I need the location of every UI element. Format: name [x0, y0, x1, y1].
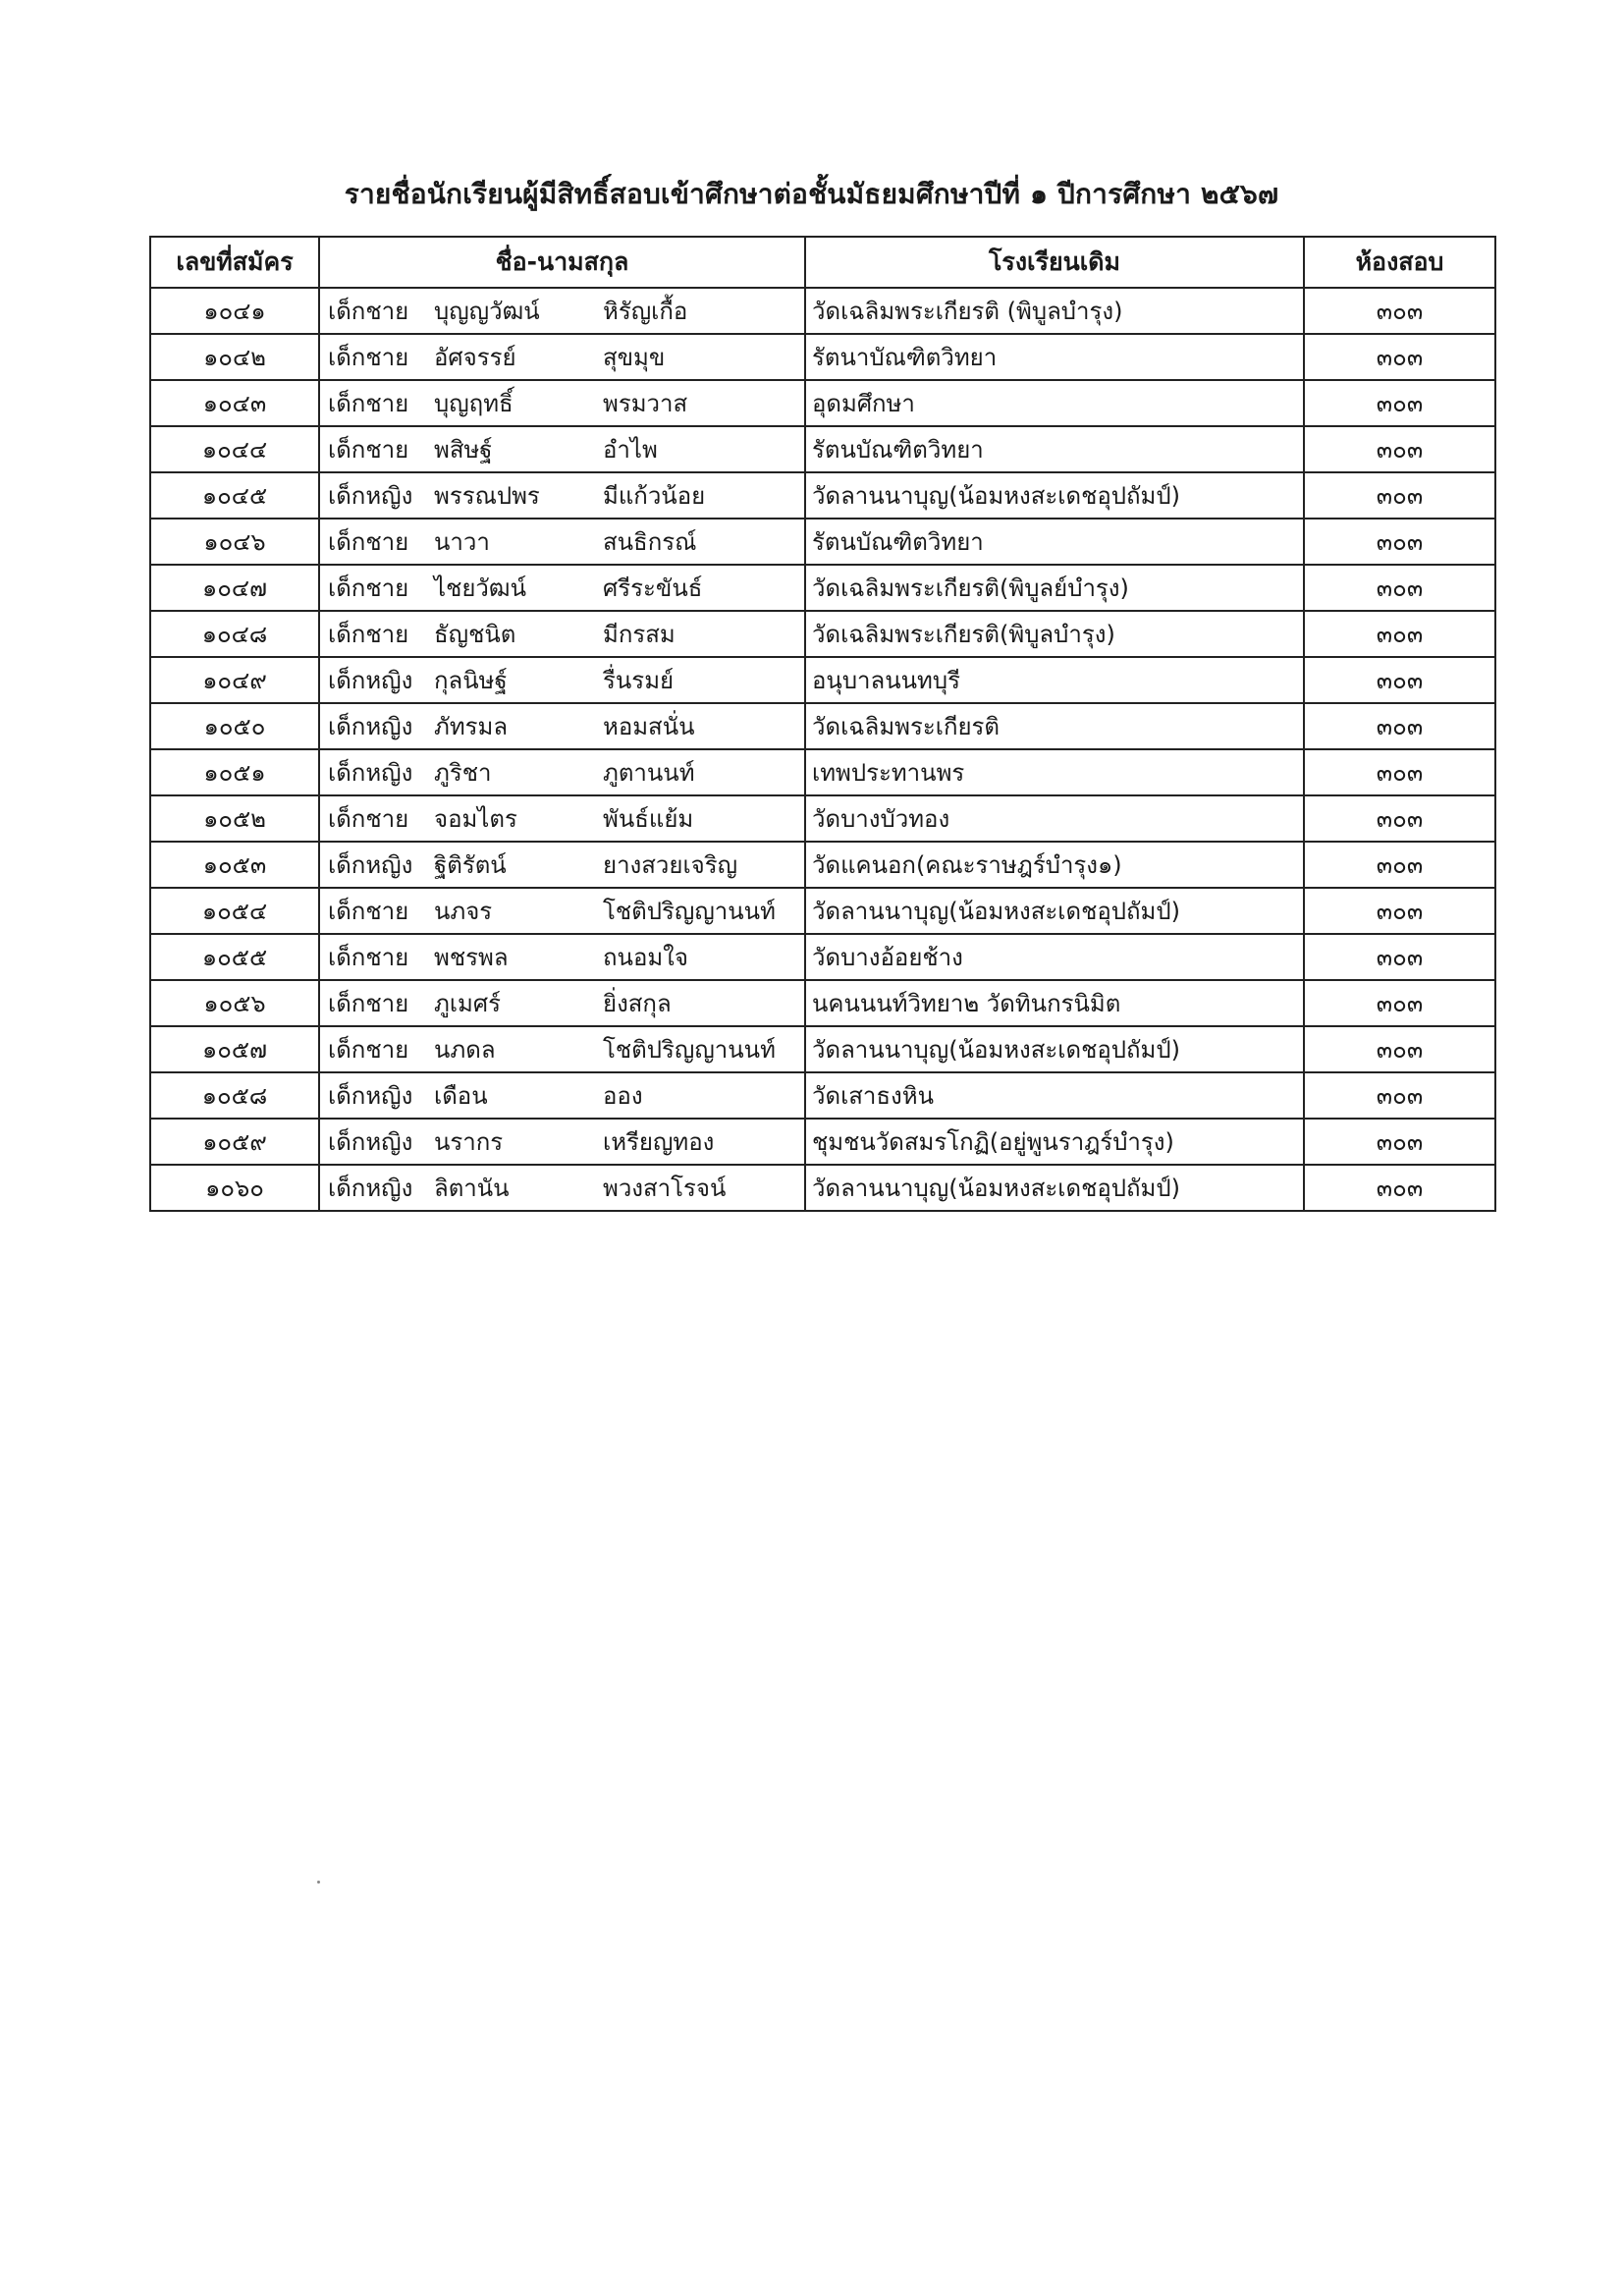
name-parts — [328, 661, 804, 699]
header-application-number: เลขที่สมัคร — [150, 237, 319, 288]
application-number-cell: ๑๐๕๗ — [150, 1026, 319, 1072]
application-number-cell: ๑๐๕๑ — [150, 749, 319, 795]
name-title: เด็กหญิง — [328, 1082, 413, 1110]
previous-school-cell: วัดลานนาบุญ(น้อมหงสะเดชอุปถัมป์) — [805, 1026, 1304, 1072]
first-name: นภดล — [434, 1036, 496, 1064]
exam-room-cell: ๓๐๓ — [1304, 472, 1495, 519]
first-name: ภัทรมล — [434, 713, 509, 740]
name-title: เด็กชาย — [328, 990, 409, 1017]
name-title: เด็กหญิง — [328, 1175, 413, 1202]
name-title: เด็กชาย — [328, 344, 409, 371]
name-parts — [328, 1122, 804, 1161]
previous-school-cell: วัดเฉลิมพระเกียรติ(พิบูลบำรุง) — [805, 611, 1304, 657]
name-parts — [328, 384, 804, 422]
first-name: จอมไตร — [434, 805, 517, 833]
previous-school-cell: วัดลานนาบุญ(น้อมหงสะเดชอุปถัมป์) — [805, 888, 1304, 934]
name-title: เด็กชาย — [328, 298, 409, 325]
first-name: ภูริชา — [434, 759, 492, 787]
exam-room-cell: ๓๐๓ — [1304, 934, 1495, 980]
table-row — [150, 1026, 1495, 1072]
full-name-cell — [319, 426, 805, 472]
name-parts — [328, 1076, 804, 1115]
exam-room-cell: ๓๐๓ — [1304, 288, 1495, 334]
previous-school-cell: นคนนนท์วิทยา๒ วัดทินกรนิมิต — [805, 980, 1304, 1026]
exam-room-cell: ๓๐๓ — [1304, 426, 1495, 472]
name-title: เด็กชาย — [328, 944, 409, 971]
first-name: อัศจรรย์ — [434, 344, 516, 371]
table-row — [150, 934, 1495, 980]
name-title: เด็กหญิง — [328, 667, 413, 694]
exam-room-cell: ๓๐๓ — [1304, 888, 1495, 934]
application-number-cell: ๑๐๕๖ — [150, 980, 319, 1026]
last-name: มีแก้วน้อย — [603, 482, 706, 510]
exam-room-cell: ๓๐๓ — [1304, 1026, 1495, 1072]
name-parts — [328, 569, 804, 607]
table-row — [150, 519, 1495, 565]
application-number-cell: ๑๐๔๗ — [150, 565, 319, 611]
application-number-cell: ๑๐๕๘ — [150, 1072, 319, 1119]
full-name-cell — [319, 380, 805, 426]
previous-school-cell: วัดบางอ้อยช้าง — [805, 934, 1304, 980]
table-row — [150, 472, 1495, 519]
table-row — [150, 1072, 1495, 1119]
application-number-cell: ๑๐๔๖ — [150, 519, 319, 565]
first-name: กุลนิษฐ์ — [434, 667, 508, 694]
table-row — [150, 380, 1495, 426]
first-name: พรรณปพร — [434, 482, 540, 510]
application-number-cell: ๑๐๖๐ — [150, 1165, 319, 1211]
name-parts — [328, 938, 804, 976]
full-name-cell — [319, 703, 805, 749]
table-row — [150, 888, 1495, 934]
page-title: รายชื่อนักเรียนผู้มีสิทธิ์สอบเข้าศึกษาต่อชั้นมัธยมศึกษาปีที่ ๑ ปีการศึกษา ๒๕๖๗ — [344, 178, 1279, 210]
scan-speck — [317, 1881, 320, 1884]
application-number-cell: ๑๐๔๑ — [150, 288, 319, 334]
last-name: ยางสวยเจริญ — [603, 851, 738, 879]
application-number-cell: ๑๐๔๔ — [150, 426, 319, 472]
previous-school-cell: อนุบาลนนทบุรี — [805, 657, 1304, 703]
table-row — [150, 1119, 1495, 1165]
full-name-cell — [319, 888, 805, 934]
exam-room-cell: ๓๐๓ — [1304, 795, 1495, 842]
previous-school-cell: วัดเฉลิมพระเกียรติ (พิบูลบำรุง) — [805, 288, 1304, 334]
last-name: หิรัญเกื้อ — [603, 298, 688, 325]
last-name: โชติปริญญานนท์ — [603, 898, 776, 925]
first-name: บุญฤทธิ์ — [434, 390, 514, 417]
first-name: เดือน — [434, 1082, 488, 1110]
first-name: บุญญวัฒน์ — [434, 298, 540, 325]
table-row — [150, 842, 1495, 888]
last-name: เหรียญทอง — [603, 1128, 715, 1156]
last-name: สนธิกรณ์ — [603, 528, 697, 556]
exam-room-cell: ๓๐๓ — [1304, 1165, 1495, 1211]
full-name-cell — [319, 980, 805, 1026]
name-parts — [328, 430, 804, 468]
full-name-cell — [319, 749, 805, 795]
name-parts — [328, 476, 804, 515]
previous-school-cell: วัดแคนอก(คณะราษฎร์บำรุง๑) — [805, 842, 1304, 888]
application-number-cell: ๑๐๔๘ — [150, 611, 319, 657]
table-row — [150, 980, 1495, 1026]
full-name-cell — [319, 1165, 805, 1211]
last-name: ศรีระขันธ์ — [603, 574, 703, 602]
first-name: นรากร — [434, 1128, 504, 1156]
application-number-cell: ๑๐๕๐ — [150, 703, 319, 749]
name-title: เด็กหญิง — [328, 759, 413, 787]
name-title: เด็กชาย — [328, 805, 409, 833]
table-row — [150, 1165, 1495, 1211]
table-row — [150, 795, 1495, 842]
table-row — [150, 565, 1495, 611]
header-exam-room: ห้องสอบ — [1304, 237, 1495, 288]
last-name: หอมสนั่น — [603, 713, 695, 740]
full-name-cell — [319, 934, 805, 980]
table-row — [150, 288, 1495, 334]
exam-room-cell: ๓๐๓ — [1304, 380, 1495, 426]
header-previous-school: โรงเรียนเดิม — [805, 237, 1304, 288]
last-name: พวงสาโรจน์ — [603, 1175, 727, 1202]
exam-room-cell: ๓๐๓ — [1304, 1119, 1495, 1165]
application-number-cell: ๑๐๕๒ — [150, 795, 319, 842]
name-parts — [328, 753, 804, 792]
first-name: ธัญชนิต — [434, 621, 516, 648]
last-name: โชติปริญญานนท์ — [603, 1036, 776, 1064]
last-name: พันธ์แย้ม — [603, 805, 694, 833]
full-name-cell — [319, 1119, 805, 1165]
full-name-cell — [319, 334, 805, 380]
last-name: รื่นรมย์ — [603, 667, 675, 694]
previous-school-cell: อุดมศึกษา — [805, 380, 1304, 426]
student-roster-table — [149, 236, 1496, 1212]
application-number-cell: ๑๐๔๙ — [150, 657, 319, 703]
table-header-row — [150, 237, 1495, 288]
exam-room-cell: ๓๐๓ — [1304, 657, 1495, 703]
name-parts — [328, 1030, 804, 1068]
name-title: เด็กชาย — [328, 436, 409, 464]
name-title: เด็กชาย — [328, 528, 409, 556]
previous-school-cell: ชุมชนวัดสมรโกฏิ(อยู่พูนราฎร์บำรุง) — [805, 1119, 1304, 1165]
header-full-name: ชื่อ-นามสกุล — [319, 237, 805, 288]
first-name: นาวา — [434, 528, 490, 556]
name-title: เด็กชาย — [328, 574, 409, 602]
first-name: ไชยวัฒน์ — [434, 574, 526, 602]
table-row — [150, 611, 1495, 657]
table-row — [150, 703, 1495, 749]
previous-school-cell: วัดเฉลิมพระเกียรติ — [805, 703, 1304, 749]
exam-room-cell: ๓๐๓ — [1304, 565, 1495, 611]
application-number-cell: ๑๐๔๓ — [150, 380, 319, 426]
exam-room-cell: ๓๐๓ — [1304, 519, 1495, 565]
full-name-cell — [319, 611, 805, 657]
previous-school-cell: รัตนาบัณฑิตวิทยา — [805, 334, 1304, 380]
exam-room-cell: ๓๐๓ — [1304, 611, 1495, 657]
last-name: มีกรสม — [603, 621, 676, 648]
exam-room-cell: ๓๐๓ — [1304, 334, 1495, 380]
full-name-cell — [319, 795, 805, 842]
first-name: พชรพล — [434, 944, 509, 971]
previous-school-cell: วัดเฉลิมพระเกียรติ(พิบูลย์บำรุง) — [805, 565, 1304, 611]
name-parts — [328, 799, 804, 838]
last-name: ออง — [603, 1082, 643, 1110]
table-row — [150, 426, 1495, 472]
exam-room-cell: ๓๐๓ — [1304, 1072, 1495, 1119]
full-name-cell — [319, 565, 805, 611]
full-name-cell — [319, 1026, 805, 1072]
full-name-cell — [319, 288, 805, 334]
last-name: ถนอมใจ — [603, 944, 688, 971]
previous-school-cell: รัตนบัณฑิตวิทยา — [805, 519, 1304, 565]
table-row — [150, 657, 1495, 703]
name-title: เด็กหญิง — [328, 713, 413, 740]
first-name: ฐิติรัตน์ — [434, 851, 507, 879]
previous-school-cell: วัดลานนาบุญ(น้อมหงสะเดชอุปถัมป์) — [805, 472, 1304, 519]
previous-school-cell: เทพประทานพร — [805, 749, 1304, 795]
last-name: พรมวาส — [603, 390, 688, 417]
application-number-cell: ๑๐๕๕ — [150, 934, 319, 980]
table-body — [150, 288, 1495, 1211]
exam-room-cell: ๓๐๓ — [1304, 842, 1495, 888]
name-parts — [328, 292, 804, 330]
name-parts — [328, 846, 804, 884]
name-title: เด็กหญิง — [328, 482, 413, 510]
name-title: เด็กหญิง — [328, 851, 413, 879]
first-name: ภูเมศร์ — [434, 990, 501, 1017]
first-name: นภจร — [434, 898, 493, 925]
name-parts — [328, 615, 804, 653]
application-number-cell: ๑๐๕๔ — [150, 888, 319, 934]
application-number-cell: ๑๐๔๒ — [150, 334, 319, 380]
exam-room-cell: ๓๐๓ — [1304, 703, 1495, 749]
full-name-cell — [319, 842, 805, 888]
name-title: เด็กหญิง — [328, 1128, 413, 1156]
last-name: สุขมุข — [603, 344, 666, 371]
last-name: ยิ่งสกุล — [603, 990, 672, 1017]
name-parts — [328, 1169, 804, 1207]
name-parts — [328, 892, 804, 930]
full-name-cell — [319, 472, 805, 519]
last-name: อำไพ — [603, 436, 658, 464]
full-name-cell — [319, 657, 805, 703]
name-title: เด็กชาย — [328, 390, 409, 417]
name-title: เด็กชาย — [328, 898, 409, 925]
previous-school-cell: วัดเสาธงหิน — [805, 1072, 1304, 1119]
application-number-cell: ๑๐๕๙ — [150, 1119, 319, 1165]
previous-school-cell: วัดบางบัวทอง — [805, 795, 1304, 842]
full-name-cell — [319, 519, 805, 565]
table-row — [150, 334, 1495, 380]
name-parts — [328, 707, 804, 745]
name-title: เด็กชาย — [328, 1036, 409, 1064]
previous-school-cell: รัตนบัณฑิตวิทยา — [805, 426, 1304, 472]
exam-room-cell: ๓๐๓ — [1304, 980, 1495, 1026]
previous-school-cell: วัดลานนาบุญ(น้อมหงสะเดชอุปถัมป์) — [805, 1165, 1304, 1211]
first-name: ลิตานัน — [434, 1175, 510, 1202]
name-parts — [328, 522, 804, 561]
name-parts — [328, 984, 804, 1022]
first-name: พสิษฐ์ — [434, 436, 493, 464]
exam-room-cell: ๓๐๓ — [1304, 749, 1495, 795]
table-row — [150, 749, 1495, 795]
full-name-cell — [319, 1072, 805, 1119]
name-parts — [328, 338, 804, 376]
name-title: เด็กชาย — [328, 621, 409, 648]
last-name: ภูตานนท์ — [603, 759, 695, 787]
application-number-cell: ๑๐๔๕ — [150, 472, 319, 519]
application-number-cell: ๑๐๕๓ — [150, 842, 319, 888]
